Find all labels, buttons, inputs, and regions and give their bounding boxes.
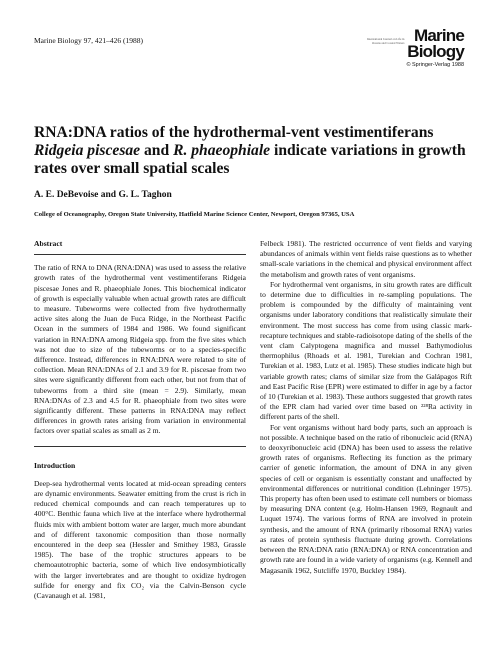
abstract-text: The ratio of RNA to DNA (RNA:DNA) was used to assess the relative growth rates of the hydrothermal vent vestimentiferans Ridgeia piscesae Jones and R. phaeophiale Jones. This biochemical indicator of growth is especially valuable when actual growth rates are difficult to measure. Tubeworms were collected from five hydrothermally active sites along the Juan de Fuca Ridge, in the Northeast Pacific Ocean in the summers of 1984 and 1986. We found significant variation in RNA:DNA among Ridgeia spp. from the five sites which was not due to size of the tubeworms or to a species-specific difference. Instead, differences in RNA:DNA were related to site of collection. Mean RNA:DNAs of 2.1 and 3.9 for R. piscesae from two sites were significantly different from each other, but not from that of tubeworms from a third site (mean = 2.9). Similarly, mean RNA:DNAs of 2.3 and 4.5 for R. phaeophiale from two sites were significantly different. These patterns in RNA:DNA may reflect differences in growth rates arising from variation in environmental factors over spatial scales as small as 2 m. xyxy=(34,263,246,436)
title-part5: indicate variations in growth rates over small spatial scales xyxy=(34,142,466,177)
title-species2: R. phaeophiale xyxy=(173,142,271,159)
introduction-heading: Introduction xyxy=(34,460,76,470)
title-part3: and xyxy=(140,142,174,159)
right-column xyxy=(260,239,472,576)
copyright: © Springer-Verlag 1988 xyxy=(406,62,464,68)
intro-paragraph-1: Felbeck 1981). The restricted occurrence of vent fields and varying abundances of animals within vent fields raise questions as to whether small-scale variations in the chemical and physical environment affect the metabolism and growth rates of vent organisms. xyxy=(260,239,472,279)
journal-reference: Marine Biology 97, 421–426 (1988) xyxy=(34,36,143,45)
section-divider xyxy=(34,446,246,447)
authors: A. E. DeBevoise and G. L. Taghon xyxy=(34,190,172,200)
intro-paragraph-3: For vent organisms without hard body parts, such an approach is not possible. A technique based on the ratio of ribonucleic acid (RNA) to deoxyribonucleic acid (DNA) has been used to assess the relative growth rates of organisms. Reflecting its function as the primary carrier of genetic information, the amount of DNA in any given species of cell or organism is essentially constant and unaffected by environmental differences or nutritional condition (Lehninger 1975). This property has often been used to estimate cell numbers or biomass by measuring DNA content (e.g. Holm-Hansen 1969, Regnault and Luquet 1974). The various forms of RNA are involved in protein synthesis, and the amount of RNA (primarily ribosomal RNA) varies as rates of protein synthesis fluctuate during growth. Correlations between the RNA:DNA ratio (RNA:DNA) or RNA concentration and growth rate are found in a wide variety of organisms (e.g. Kennell and Magasanik 1962, Sutcliffe 1970, Buckley 1984). xyxy=(260,422,472,575)
logo-subtitle: International Journal on Life in Oceans and Coastal Waters xyxy=(366,37,405,45)
title-species1: Ridgeia piscesae xyxy=(34,142,141,159)
left-column xyxy=(34,239,246,601)
journal-logo xyxy=(366,26,464,68)
abstract-rule xyxy=(34,254,246,255)
article-title xyxy=(34,124,474,178)
introduction-text: Deep-sea hydrothermal vents located at mid-ocean spreading centers are dynamic environments. Seawater emitting from the crust is rich in reduced chemical compounds and can reach temperatures up to 400°C. Benthic fauna which live at the interface where hydrothermal fluids mix with ambient bottom water are larger, much more abundant and of different taxonomic composition than those normally encountered in the deep sea (Hessler and Smithey 1983, Grassle 1985). The base of the trophic structures appears to be chemoautotrophic bacteria, some of which live endosymbiotically with the larger invertebrates and are thought to oxidize hydrogen sulfide for energy and fix CO₂ via the Calvin-Benson cycle (Cavanaugh et al. 1981, xyxy=(34,478,246,601)
logo-marine: Marine xyxy=(414,26,464,45)
intro-paragraph-2: For hydrothermal vent organisms, in situ growth rates are difficult to determine due to difficulties in re-sampling populations. The problem is compounded by the difficulty of maintaining vent organisms under laboratory conditions that realistically simulate their environment. The most success has come from using classic mark-recapture techniques and stable-radioisotope dating of the shells of the vent clam Calyptogena magnifica and mussel Bathymodiolus thermophilus (Rhoads et al. 1981, Turekian and Cochran 1981, Turekian et al. 1983, Lutz et al. 1985). These studies indicate high but variable growth rates; clams of similar size from the Galápagos Rift and East Pacific Rise (EPR) were estimated to differ in age by a factor of 10 (Turekian et al. 1983). These authors suggested that growth rates of the EPR clam had varied over time based on ²²⁸Ra activity in different parts of the shell. xyxy=(260,279,472,422)
abstract-heading: Abstract xyxy=(34,239,63,248)
logo-biology: Biology xyxy=(407,42,464,61)
affiliation: College of Oceanography, Oregon State University, Hatfield Marine Science Center, Newport, Oregon 97365, USA xyxy=(34,211,355,218)
title-part1: RNA:DNA ratios of the hydrothermal-vent vestimentiferans xyxy=(34,124,434,141)
